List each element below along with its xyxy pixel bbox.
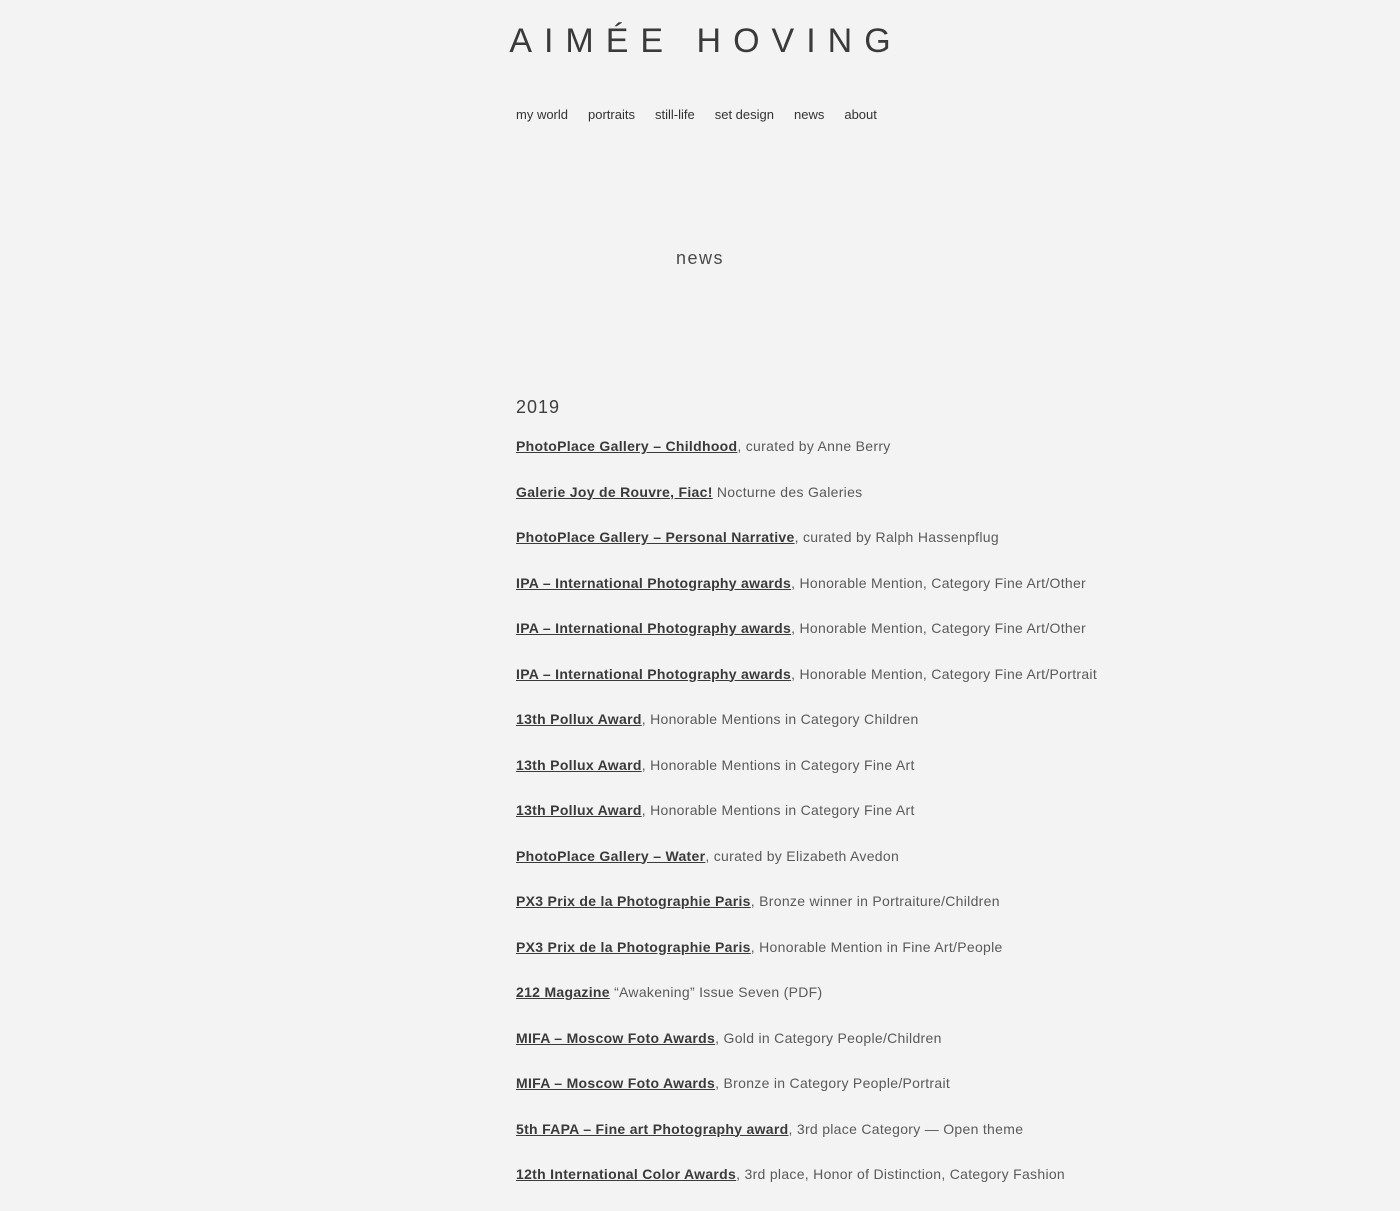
news-item — [516, 1165, 1276, 1211]
news-item-description: Nocturne des Galeries — [712, 483, 863, 500]
news-item-description: , Honorable Mentions in Category Fine Art — [641, 802, 915, 818]
nav-item-news[interactable]: news — [793, 107, 825, 122]
page-title: news — [675, 248, 725, 268]
main-nav — [516, 107, 877, 122]
news-item-description: , Honorable Mention, Category Fine Art/Other — [791, 574, 1087, 591]
news-item-link[interactable]: 212 Magazine — [516, 984, 610, 1000]
news-item-description: , curated by Ralph Hassenpflug — [794, 529, 999, 545]
news-item-link[interactable]: 5th FAPA – Fine art Photography award — [516, 1120, 789, 1137]
news-item-description: , Bronze in Category People/Portrait — [715, 1075, 951, 1091]
news-item — [516, 1120, 1276, 1166]
nav-item-still-life[interactable]: still-life — [654, 107, 695, 122]
news-item-description: , Gold in Category People/Children — [715, 1029, 942, 1046]
news-item-description: , Honorable Mentions in Category Fine Art — [641, 756, 915, 773]
news-item-link[interactable]: 13th Pollux Award — [516, 756, 642, 773]
news-item-link[interactable]: IPA – International Photography awards — [516, 620, 792, 636]
news-item — [516, 619, 1276, 665]
news-list — [516, 437, 1276, 1211]
year-heading: 2019 — [516, 397, 561, 417]
news-item-link[interactable]: MIFA – Moscow Foto Awards — [516, 1029, 716, 1046]
news-item-link[interactable]: 13th Pollux Award — [516, 802, 642, 818]
news-item-link[interactable]: 13th Pollux Award — [516, 711, 642, 727]
news-item-description: , 3rd place, Honor of Distinction, Category Fashion — [736, 1166, 1066, 1182]
news-item-link[interactable]: MIFA – Moscow Foto Awards — [516, 1075, 716, 1091]
news-item — [516, 574, 1276, 620]
news-item — [516, 801, 1276, 847]
news-section — [516, 395, 1276, 1211]
news-item-description: , curated by Elizabeth Avedon — [705, 847, 900, 864]
news-item-description: , Honorable Mention, Category Fine Art/Other — [791, 620, 1087, 636]
news-item — [516, 756, 1276, 802]
news-item-link[interactable]: IPA – International Photography awards — [516, 574, 792, 591]
news-item — [516, 437, 1276, 483]
news-item — [516, 665, 1276, 711]
news-item-link[interactable]: 12th International Color Awards — [516, 1166, 737, 1182]
news-item — [516, 1029, 1276, 1075]
nav-item-about[interactable]: about — [844, 107, 877, 122]
nav-item-my-world[interactable]: my world — [516, 107, 569, 122]
news-item — [516, 710, 1276, 756]
news-item — [516, 847, 1276, 893]
news-item-description: “Awakening” Issue Seven (PDF) — [609, 984, 823, 1000]
news-item-link[interactable]: PhotoPlace Gallery – Personal Narrative — [516, 529, 795, 545]
news-item-link[interactable]: PX3 Prix de la Photographie Paris — [516, 938, 751, 955]
news-item-link[interactable]: IPA – International Photography awards — [516, 665, 792, 682]
news-item-description: , Honorable Mentions in Category Children — [641, 711, 919, 727]
news-item-description: , curated by Anne Berry — [737, 438, 891, 454]
news-item — [516, 983, 1276, 1029]
news-item — [516, 483, 1276, 529]
news-item-link[interactable]: PX3 Prix de la Photographie Paris — [516, 893, 751, 909]
news-item-link[interactable]: PhotoPlace Gallery – Childhood — [516, 438, 738, 454]
site-title[interactable]: AIMÉE HOVING — [509, 22, 903, 60]
nav-item-portraits[interactable]: portraits — [588, 107, 635, 122]
news-item — [516, 938, 1276, 984]
nav-item-set-design[interactable]: set design — [714, 107, 774, 122]
news-item — [516, 1074, 1276, 1120]
news-item — [516, 528, 1276, 574]
news-item-description: , Honorable Mention in Fine Art/People — [750, 938, 1003, 955]
news-item-description: , Bronze winner in Portraiture/Children — [750, 893, 1000, 909]
news-item — [516, 892, 1276, 938]
news-item-description: , Honorable Mention, Category Fine Art/Portrait — [791, 665, 1098, 682]
news-item-link[interactable]: PhotoPlace Gallery – Water — [516, 847, 706, 864]
news-item-description: , 3rd place Category — Open theme — [788, 1120, 1024, 1137]
news-item-link[interactable]: Galerie Joy de Rouvre, Fiac! — [516, 483, 713, 500]
